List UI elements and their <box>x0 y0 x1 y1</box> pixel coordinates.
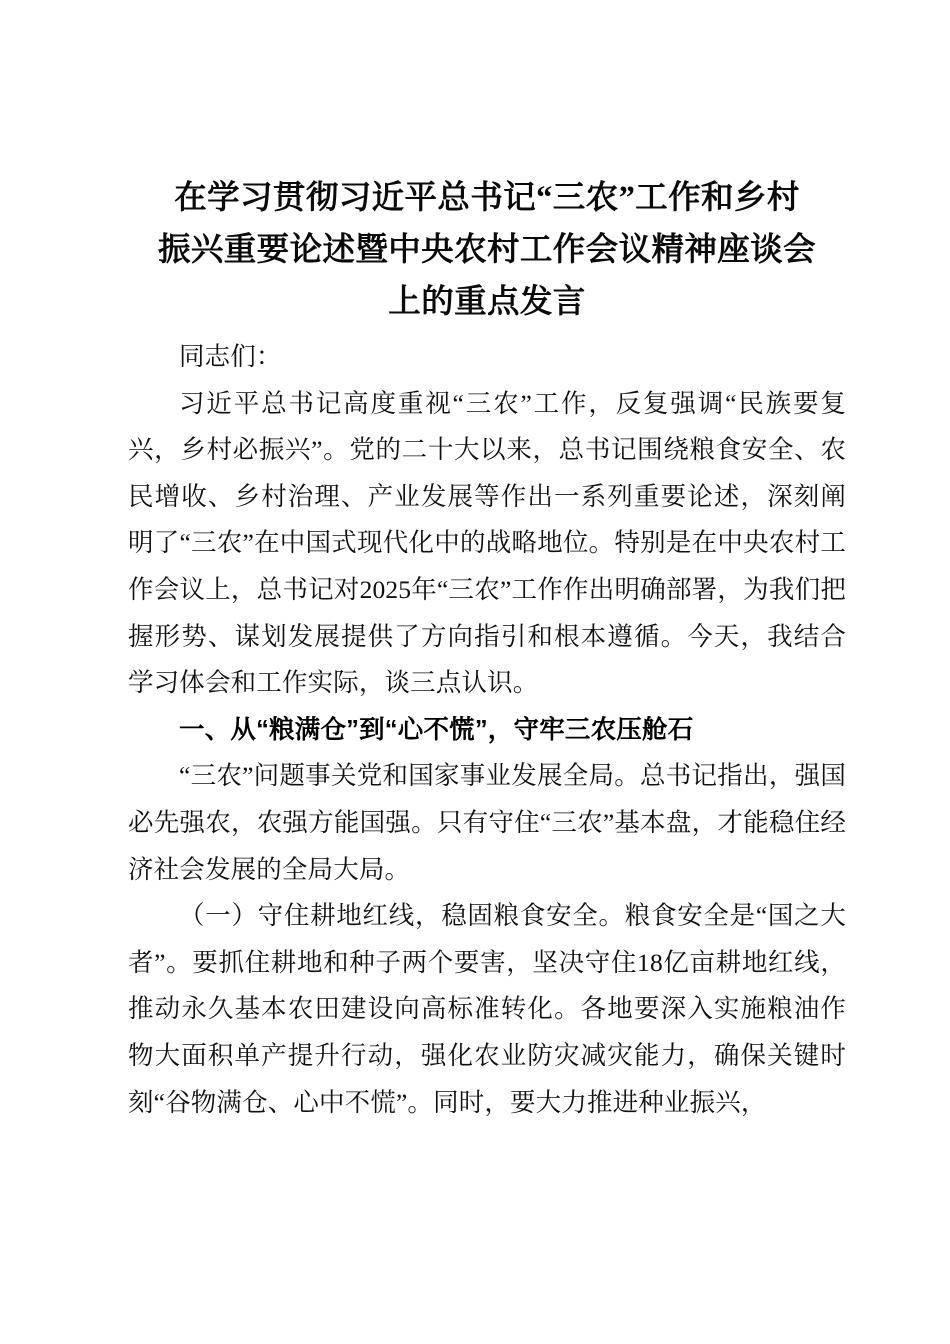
section-1-paragraph-1: “三农”问题事关党和国家事业发展全局。总书记指出，强国必先强农，农强方能国强。只有守住“三农”基本盘，才能稳住经济社会发展的全局大局。 <box>128 761 846 884</box>
title-line-3: 上的重点发言 <box>388 284 586 320</box>
section-1-paragraph-2: （一）守住耕地红线，稳固粮食安全。粮食安全是“国之大者”。要抓住耕地和种子两个要害，坚决守住18亿亩耕地红线，推动永久基本农田建设向高标准转化。各地要深入实施粮油作物大面积单产提升行动，强化农业防灾减灾能力，确保关键时刻“谷物满仓、心中不慌”。同时，要大力推进种业振兴， <box>128 901 846 1117</box>
title-line-1: 在学习贯彻习近平总书记“三农”工作和乡村 <box>174 180 800 216</box>
intro-paragraph: 习近平总书记高度重视“三农”工作，反复强调“民族要复兴，乡村必振兴”。党的二十大以来，总书记围绕粮食安全、农民增收、乡村治理、产业发展等作出一系列重要论述，深刻阐明了“三农”在中国式现代化中的战略地位。特别是在中央农村工作会议上，总书记对2025年“三农”工作作出明确部署，为我们把握形势、谋划发展提供了方向指引和根本遵循。今天，我结合学习体会和工作实际，谈三点认识。 <box>128 388 846 698</box>
section-heading-1: 一、从“粮满仓”到“心不慌”，守牢三农压舱石 <box>179 715 694 744</box>
page-title <box>128 172 846 328</box>
document-content <box>128 172 846 1126</box>
title-line-2: 振兴重要论述暨中央农村工作会议精神座谈会 <box>157 232 816 268</box>
salutation: 同志们： <box>179 342 282 371</box>
